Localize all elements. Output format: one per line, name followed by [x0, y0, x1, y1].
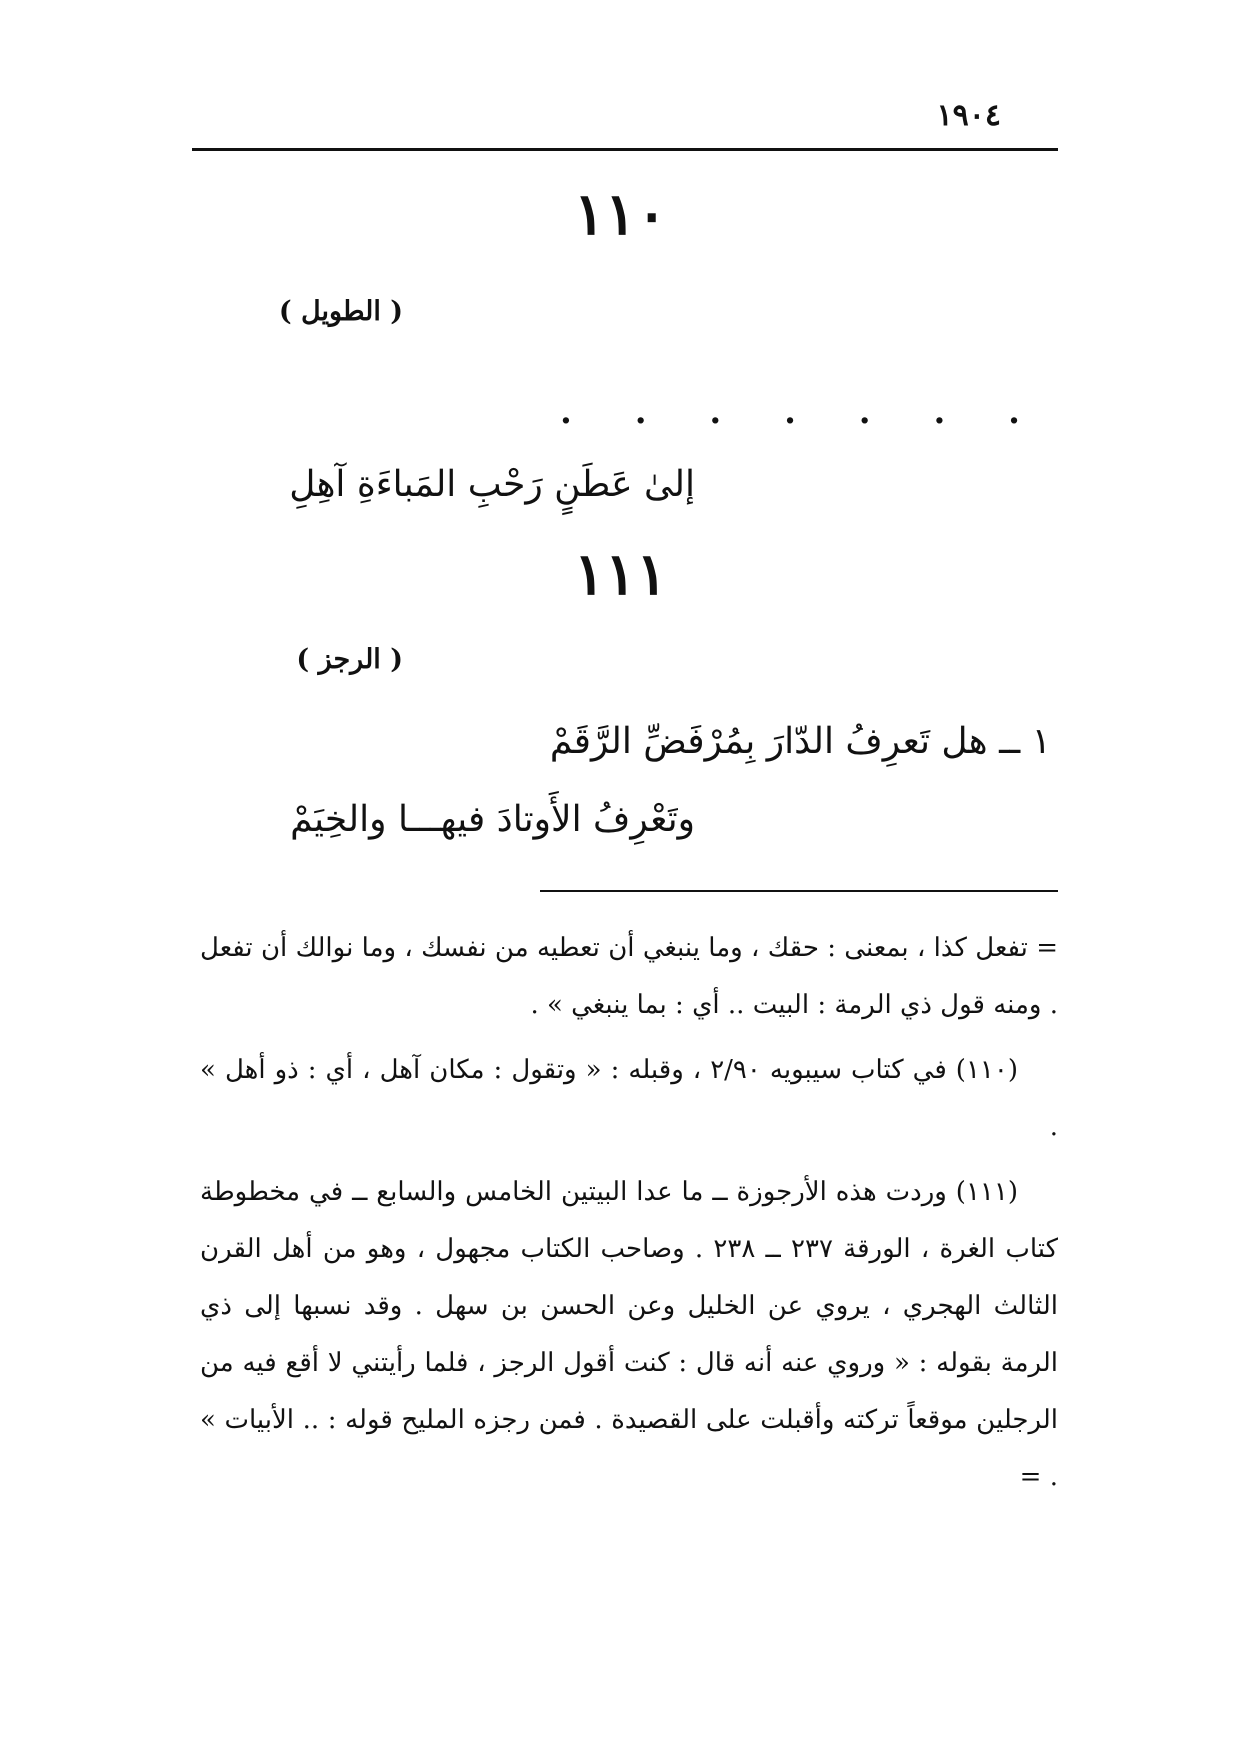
header-rule	[192, 148, 1058, 151]
footnotes	[200, 920, 1058, 1514]
poem-number-111: ١١١	[573, 540, 668, 608]
verse-111-2: وتَعْرِفُ الأَوتادَ فيهـــا والخِيَمْ	[290, 799, 695, 840]
ellipsis-dot: .	[634, 392, 647, 432]
footnote-111: (١١١) وردت هذه الأرجوزة ــ ما عدا البيتين الخامس والسابع ــ في مخطوطة كتاب الغرة ، الورقة ٢٣٧ ــ ٢٣٨ . وصاحب الكتاب مجهول ، وهو من أهل القرن الثالث الهجري ، يروي عن الخليل وعن الحسن بن سهل . وقد نسبها إلى ذي الرمة بقوله : « وروي عنه أنه قال : كنت أقول الرجز ، فلما رأيتني لا أقع فيه من الرجلين موقعاً تركته وأقبلت على القصيدة . فمن رجزه المليح قوله : .. الأبيات » . =	[200, 1177, 1059, 1492]
page-number: ١٩٠٤	[936, 98, 1001, 133]
poem-meter-110: ( الطويل )	[278, 296, 403, 327]
poem-number-110: ١١٠	[573, 180, 668, 248]
verse-111-1: ١ ــ هل تَعرِفُ الدّارَ بِمُرْفَضِّ الرَّقَمْ	[549, 721, 1051, 762]
ellipsis-dot: .	[560, 392, 572, 432]
footnote-continuation: = تفعل كذا ، بمعنى : حقك ، وما ينبغي أن تعطيه من نفسك ، وما نوالك أن تفعل . ومنه قول ذي الرمة : البيت .. أي : بما ينبغي » .	[200, 933, 1058, 1020]
poem-meter-111: ( الرجز )	[296, 644, 403, 675]
verse-110-1: إلىٰ عَطَنٍ رَحْبِ المَباءَةِ آهِلِ	[289, 464, 695, 505]
ellipsis-dot: .	[933, 392, 946, 432]
ellipsis-dot: .	[858, 392, 871, 432]
footnote-rule	[540, 890, 1058, 892]
ellipsis-dot: .	[784, 392, 796, 432]
ellipsis-dot: .	[1008, 392, 1020, 432]
omitted-verse-dots	[560, 392, 1020, 432]
footnote-110: (١١٠) في كتاب سيبويه ٢/٩٠ ، وقبله : « وتقول : مكان آهل ، أي : ذو أهل » .	[200, 1055, 1058, 1142]
ellipsis-dot: .	[709, 392, 722, 432]
